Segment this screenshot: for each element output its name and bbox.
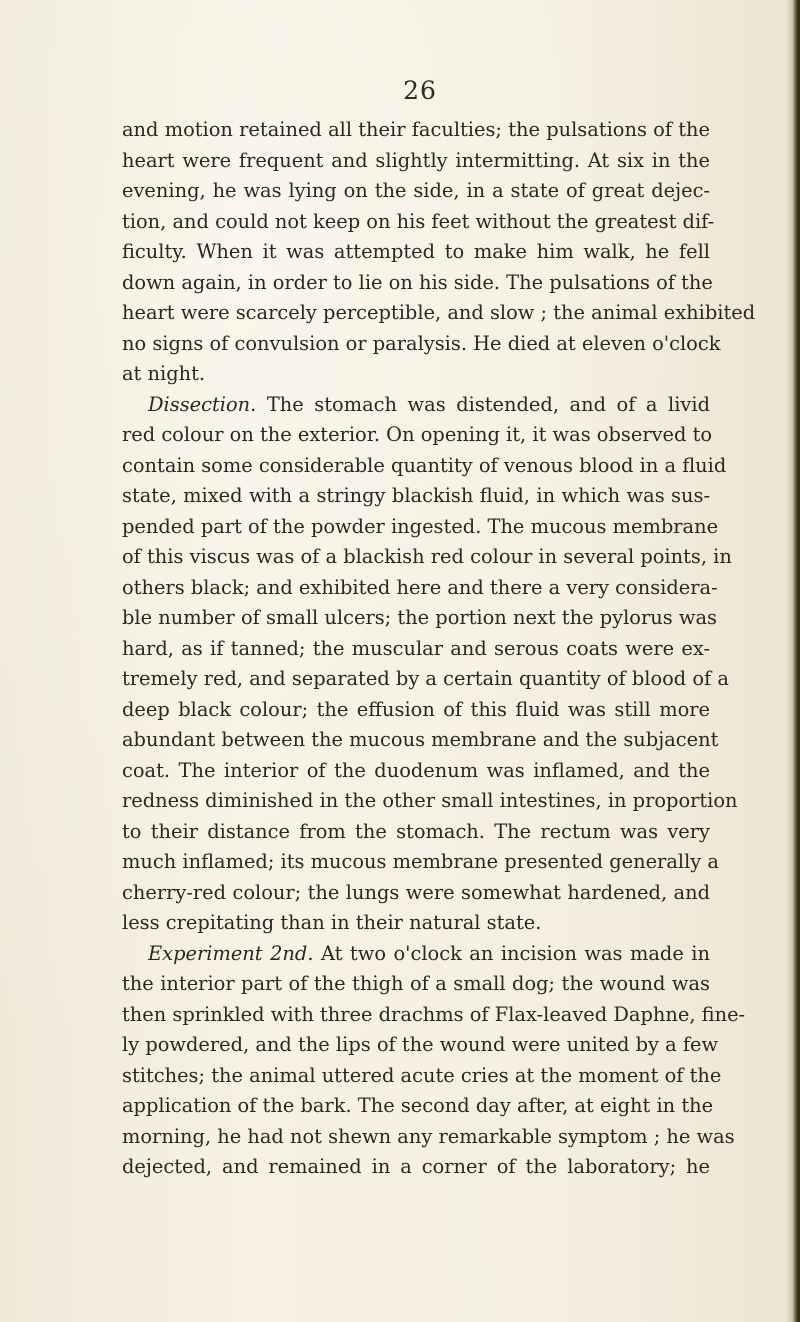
text-line: hard, as if tanned; the muscular and serous coats were ex- — [122, 636, 710, 660]
text-line: down again, in order to lie on his side. The pulsations of the — [122, 270, 713, 294]
text-line: to their distance from the stomach. The rectum was very — [122, 819, 710, 843]
text-line: red colour on the exterior. On opening it, it was observed to — [122, 423, 713, 446]
text-line: The stomach was distended, and of a livid — [266, 392, 710, 416]
page-edge-shadow — [786, 0, 800, 1322]
text-line: state, mixed with a stringy blackish fluid, in which was sus- — [122, 484, 710, 507]
text-line: no signs of convulsion or paralysis. He died at eleven o'clock — [122, 331, 721, 355]
text-line: stitches; the animal uttered acute cries at the moment of the — [122, 1063, 722, 1087]
text-line: heart were frequent and slightly intermitting. At six in the — [122, 148, 710, 172]
text-line: cherry-red colour; the lungs were somewhat hardened, and — [122, 880, 710, 904]
text-line: heart were scarcely perceptible, and slow ; the animal exhibited — [122, 301, 756, 324]
text-line: application of the bark. The second day after, at eight in the — [122, 1094, 714, 1117]
text-line: coat. The interior of the duodenum was inflamed, and the — [122, 758, 710, 782]
text-line: then sprinkled with three drachms of Flax-leaved Daphne, fine- — [122, 1002, 746, 1026]
text-line: contain some considerable quantity of venous blood in a fluid — [122, 453, 727, 477]
text-line: ly powdered, and the lips of the wound were united by a few — [122, 1033, 719, 1056]
text-line: evening, he was lying on the side, in a state of great dejec- — [122, 179, 710, 202]
text-line: dejected, and remained in a corner of the laboratory; he — [122, 1155, 710, 1178]
text-line: tion, and could not keep on his feet without the greatest dif- — [122, 209, 715, 233]
text-line: abundant between the mucous membrane and the subjacent — [122, 728, 719, 751]
dissection-heading: Dissection. — [148, 392, 257, 416]
text-line: less crepitating than in their natural state. — [122, 911, 542, 934]
experiment-heading: Experiment 2nd. — [148, 941, 314, 965]
text-line: much inflamed; its mucous membrane presented generally a — [122, 850, 719, 873]
text-line: morning, he had not shewn any remarkable symptom ; he was — [122, 1124, 735, 1148]
text-line: the interior part of the thigh of a small dog; the wound was — [122, 972, 710, 995]
paragraph-experiment-first-line — [122, 939, 710, 970]
text-line: of this viscus was of a blackish red colour in several points, in — [122, 545, 732, 568]
text-line: redness diminished in the other small intestines, in proportion — [122, 789, 738, 812]
text-line: others black; and exhibited here and there a very considera- — [122, 575, 718, 599]
page-number: 26 — [403, 76, 437, 105]
text-line: deep black colour; the effusion of this fluid was still more — [122, 697, 710, 721]
text-line: pended part of the powder ingested. The mucous membrane — [122, 514, 719, 538]
text-line: ficulty. When it was attempted to make him walk, he fell — [122, 240, 710, 263]
text-line: at night. — [122, 362, 206, 385]
paragraph-dissection-first-line — [122, 390, 710, 421]
body-text — [122, 115, 756, 1183]
text-line: ble number of small ulcers; the portion next the pylorus was — [122, 606, 717, 629]
text-line: and motion retained all their faculties; the pulsations of the — [122, 118, 710, 141]
text-line: tremely red, and separated by a certain quantity of blood of a — [122, 667, 729, 690]
text-line: At two o'clock an incision was made in — [320, 941, 710, 965]
